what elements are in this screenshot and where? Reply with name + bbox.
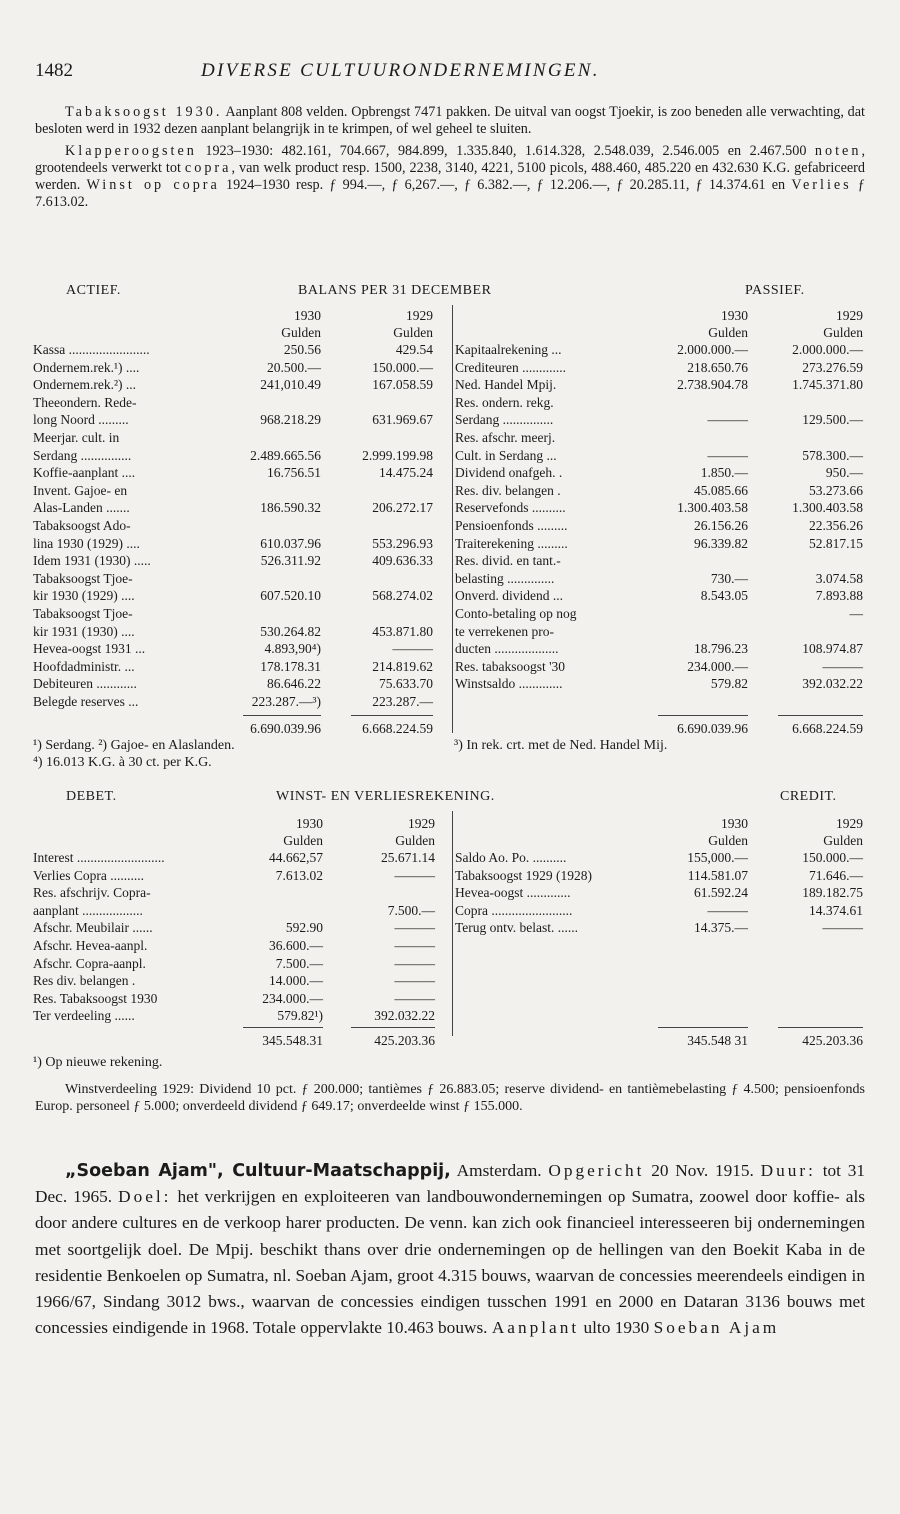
page-number: 1482	[35, 60, 73, 81]
value-1929: 273.276.59	[802, 359, 863, 375]
value-1930: 18.796.23	[694, 641, 748, 657]
value-1930: 7.613.02	[275, 867, 323, 883]
row-label: Res. tabaksoogst '30	[455, 658, 566, 674]
value-1930: 14.375.—	[694, 920, 748, 936]
table-row	[33, 990, 865, 1007]
total-rule	[351, 1027, 435, 1028]
label-verlies: Verlies	[791, 177, 852, 193]
row-label: Afschr. Copra-aanpl.	[33, 955, 146, 971]
year-1929: 1929	[408, 816, 435, 831]
value-1930: 61.592.24	[694, 885, 748, 901]
row-label: Cult. in Serdang ...	[455, 447, 557, 463]
value-1929: 108.974.87	[802, 641, 863, 657]
total-1930: 345.548.31	[262, 1033, 323, 1048]
running-title: DIVERSE CULTUURONDERNEMINGEN.	[201, 60, 600, 81]
row-label: Alas-Landen .......	[33, 500, 130, 516]
table-row	[33, 535, 865, 552]
value-1929: 150.000.—	[802, 850, 863, 865]
balance-note-3: ³) In rek. crt. met de Ned. Handel Mij.	[454, 738, 668, 753]
table-row	[33, 675, 865, 692]
table-row	[33, 341, 865, 358]
row-label: Conto-betaling op nog	[455, 606, 577, 621]
klapper-text-4: 1924–1930 resp. ƒ 994.—, ƒ 6,267.—, ƒ 6.382.—, ƒ 12.206.—, ƒ 20.285.11, ƒ 14.374.61 en	[219, 177, 792, 193]
total-rule	[658, 1027, 748, 1028]
row-label: Tabaksoogst Tjoe-	[33, 570, 133, 586]
table-row	[33, 376, 865, 393]
row-label: lina 1930 (1929) ....	[33, 535, 140, 551]
table-row	[33, 570, 865, 587]
value-1930: 968.218.29	[260, 412, 321, 428]
unit-label: Gulden	[283, 833, 323, 848]
tabaksoogst-paragraph	[35, 104, 865, 138]
value-1929: 25.671.14	[381, 850, 435, 865]
row-label: Crediteuren .............	[455, 359, 566, 375]
balance-note-1: ¹) Serdang. ²) Gajoe- en Alaslanden.	[33, 738, 235, 753]
year-1930: 1930	[294, 308, 321, 323]
actief-caption: ACTIEF.	[66, 283, 121, 298]
table-row	[33, 937, 865, 954]
unit-label: Gulden	[393, 325, 433, 340]
label-soeban-ajam: Soeban Ajam	[653, 1318, 780, 1338]
year-header	[33, 815, 865, 832]
total-row	[33, 1032, 865, 1049]
value-1930: 26.156.26	[694, 518, 748, 533]
value-1930: 234.000.—	[687, 658, 748, 674]
total-1929: 425.203.36	[374, 1033, 435, 1048]
row-label: Res. div. belangen .	[455, 482, 561, 498]
table-row	[33, 640, 865, 657]
row-label: Hevea-oogst 1931 ...	[33, 641, 146, 657]
row-label: Traiterekening .........	[455, 535, 568, 551]
klapper-text-3: , van welk product resp. 1500, 2238, 3140, 4221, 5100 picols, 488.460, 485.220 en 432.630 K.G. gefabriceerd werden.	[35, 160, 865, 193]
row-label: Ned. Handel Mpij.	[455, 377, 557, 393]
aanplant-text: ulto 1930	[579, 1318, 654, 1338]
value-1930: 592.90	[285, 920, 323, 936]
credit-caption: CREDIT.	[780, 789, 837, 804]
total-1930: 6.690.039.96	[677, 721, 748, 736]
row-label: Hoofdadministr. ...	[33, 658, 135, 674]
table-row	[33, 1007, 865, 1024]
profit-note-1: ¹) Op nieuwe rekening.	[33, 1055, 163, 1070]
row-label: Ter verdeeling ......	[33, 1008, 135, 1024]
label-duur: Duur:	[760, 1161, 816, 1180]
value-1929: 214.819.62	[372, 658, 433, 674]
value-1929: ———	[394, 973, 435, 989]
value-1930: 20.500.—	[267, 359, 321, 375]
row-label: Kapitaalrekening ...	[455, 342, 562, 357]
value-1929: 189.182.75	[802, 885, 863, 901]
unit-header	[33, 324, 865, 341]
value-1929: 7.893.88	[815, 588, 863, 604]
value-1929: 1.300.403.58	[792, 500, 863, 516]
total-rule	[778, 715, 863, 716]
value-1930: 186.590.32	[260, 500, 321, 516]
total-rule	[243, 1027, 323, 1028]
balance-note-4: ⁴) 16.013 K.G. à 30 ct. per K.G.	[33, 755, 212, 770]
row-label: kir 1931 (1930) ....	[33, 623, 135, 639]
total-1930: 6.690.039.96	[250, 721, 321, 736]
value-1930: 16.756.51	[267, 465, 321, 481]
total-row	[33, 720, 865, 737]
row-label: Kassa ........................	[33, 342, 150, 357]
table-row	[33, 411, 865, 428]
value-1929: 453.871.80	[372, 623, 433, 639]
row-label: Hevea-oogst .............	[455, 885, 571, 901]
value-1930: 8.543.05	[700, 588, 748, 604]
value-1930: 114.581.07	[687, 867, 748, 883]
value-1930: 610.037.96	[260, 535, 321, 551]
row-label: Ondernem.rek.¹) ....	[33, 359, 140, 375]
table-row	[33, 884, 865, 901]
year-1929: 1929	[836, 308, 863, 323]
row-label: Belegde reserves ...	[33, 694, 139, 709]
table-row	[33, 605, 865, 622]
row-label: Idem 1931 (1930) .....	[33, 553, 151, 569]
value-1929: 2.999.199.98	[362, 447, 433, 463]
row-label: Tabaksoogst Ado-	[33, 518, 131, 533]
label-noten: noten	[814, 143, 862, 159]
label-opgericht: Opgericht	[548, 1161, 645, 1180]
table-row	[33, 955, 865, 972]
row-label: belasting ..............	[455, 570, 555, 586]
unit-label: Gulden	[823, 325, 863, 340]
value-1929: 578.300.—	[802, 447, 863, 463]
value-1930: 607.520.10	[260, 588, 321, 604]
value-1930: 1.300.403.58	[677, 500, 748, 516]
value-1930: 223.287.—³)	[251, 694, 321, 709]
table-row	[33, 658, 865, 675]
unit-label: Gulden	[708, 325, 748, 340]
value-1929: 631.969.67	[372, 412, 433, 428]
row-label: Debiteuren ............	[33, 676, 137, 692]
table-row	[33, 587, 865, 604]
value-1929: 14.374.61	[809, 902, 863, 918]
value-1929: 223.287.—	[372, 694, 433, 709]
value-1930: 234.000.—	[262, 990, 323, 1006]
row-label: Tabaksoogst Tjoe-	[33, 606, 133, 621]
value-1930: 241,010.49	[260, 377, 321, 393]
value-1930: 7.500.—	[275, 955, 323, 971]
table-row	[33, 919, 865, 936]
value-1929: 75.633.70	[379, 676, 433, 692]
value-1929: 129.500.—	[802, 412, 863, 428]
value-1930: 155,000.—	[687, 850, 748, 865]
row-label: Saldo Ao. Po. ..........	[455, 850, 567, 865]
winstverdeeling-text: Winstverdeeling 1929: Dividend 10 pct. ƒ 200.000; tantièmes ƒ 26.883.05; reserve dividend- en tantièmebelasting ƒ 4.500; pensioenfonds Europ. personeel ƒ 5.000; onverdeeld dividend ƒ 649.17; onverdeelde winst ƒ 155.000.	[35, 1082, 865, 1114]
row-label: Invent. Gajoe- en	[33, 482, 128, 498]
row-label: Verlies Copra ..........	[33, 867, 144, 883]
value-1929: —	[849, 606, 863, 621]
table-row	[33, 394, 865, 411]
value-1929: 22.356.26	[809, 518, 863, 533]
balance-sheet	[33, 283, 865, 753]
total-1930: 345.548 31	[687, 1033, 748, 1048]
value-1929: 392.032.22	[802, 676, 863, 692]
label-klapperoogsten: Klapperoogsten	[65, 143, 197, 159]
row-label: Res. divid. en tant.-	[455, 553, 561, 569]
value-1930: ———	[707, 902, 748, 918]
profit-loss-account	[33, 789, 865, 1059]
winstverdeeling	[35, 1082, 865, 1115]
value-1929: ———	[822, 920, 863, 936]
row-label: Winstsaldo .............	[455, 676, 563, 692]
value-1930: 218.650.76	[687, 359, 748, 375]
label-aanplant: Aanplant	[491, 1318, 580, 1338]
value-1929: 52.817.15	[809, 535, 863, 551]
row-label: Pensioenfonds .........	[455, 518, 568, 533]
total-rule	[778, 1027, 863, 1028]
unit-label: Gulden	[395, 833, 435, 848]
value-1930: 579.82	[710, 676, 748, 692]
unit-label: Gulden	[708, 833, 748, 848]
row-label: Tabaksoogst 1929 (1928)	[455, 867, 593, 883]
row-label: ducten ...................	[455, 641, 559, 657]
row-label: Res. Tabaksoogst 1930	[33, 990, 158, 1006]
row-label: aanplant ..................	[33, 902, 143, 918]
passief-caption: PASSIEF.	[745, 283, 805, 298]
value-1930: 250.56	[283, 342, 321, 357]
value-1930: 1.850.—	[700, 465, 748, 481]
value-1929: 429.54	[395, 342, 433, 357]
row-label: te verrekenen pro-	[455, 623, 554, 639]
value-1929: ———	[394, 920, 435, 936]
row-label: Meerjar. cult. in	[33, 430, 120, 445]
opgericht-value: 20 Nov. 1915.	[644, 1161, 761, 1180]
value-1929: ———	[394, 938, 435, 953]
value-1929: 150.000.—	[372, 359, 433, 375]
value-1929: 1.745.371.80	[792, 377, 863, 393]
row-label: Res. ondern. rekg.	[455, 394, 554, 410]
table-row	[33, 552, 865, 569]
value-1929: 53.273.66	[809, 482, 863, 498]
value-1929: ———	[394, 990, 435, 1006]
row-label: Afschr. Meubilair ......	[33, 920, 153, 936]
value-1930: ———	[707, 412, 748, 428]
value-1929: 167.058.59	[372, 377, 433, 393]
row-label: Ondernem.rek.²) ...	[33, 377, 137, 393]
profit-loss-title: WINST- EN VERLIESREKENING.	[276, 789, 495, 804]
value-1929: ———	[822, 658, 863, 674]
value-1929: 553.296.93	[372, 535, 433, 551]
row-label: long Noord .........	[33, 412, 129, 428]
table-row	[33, 499, 865, 516]
row-label: Afschr. Hevea-aanpl.	[33, 938, 148, 953]
value-1929: ———	[394, 955, 435, 971]
table-row	[33, 693, 865, 710]
total-rule	[243, 715, 321, 716]
label-copra: copra	[184, 160, 232, 176]
value-1930: 96.339.82	[694, 535, 748, 551]
year-header	[33, 307, 865, 324]
unit-label: Gulden	[823, 833, 863, 848]
row-label: Theeondern. Rede-	[33, 394, 137, 410]
value-1929: 7.500.—	[387, 902, 435, 918]
value-1930: 45.085.66	[694, 482, 748, 498]
table-row	[33, 429, 865, 446]
row-label: Copra ........................	[455, 902, 573, 918]
total-1929: 6.668.224.59	[362, 721, 433, 736]
row-label: Reservefonds ..........	[455, 500, 566, 516]
unit-header	[33, 832, 865, 849]
page-header	[35, 60, 865, 88]
value-1929: ———	[394, 867, 435, 883]
value-1929: 71.646.—	[809, 867, 863, 883]
value-1929: 206.272.17	[372, 500, 433, 516]
value-1929: ———	[392, 641, 433, 657]
value-1930: 579.82¹)	[277, 1008, 323, 1024]
intro-text	[35, 104, 865, 211]
value-1930: 2.738.904.78	[677, 377, 748, 393]
value-1929: 392.032.22	[374, 1008, 435, 1024]
row-label: Res div. belangen .	[33, 973, 136, 989]
value-1930: 2.000.000.—	[677, 342, 748, 357]
value-1930: 178.178.31	[260, 658, 321, 674]
value-1930: 730.—	[710, 570, 748, 586]
row-label: kir 1930 (1929) ....	[33, 588, 135, 604]
tabaksoogst-text: Aanplant 808 velden. Opbrengst 7471 pakken. De uitval van oogst Tjoekir, is zoo beneden alle verwachting, dat besloten werd in 1932 dezen aanplant belangrijk in te krimpen, of wel geheel te sluiten.	[35, 104, 865, 137]
value-1930: 530.264.82	[260, 623, 321, 639]
value-1929: 2.000.000.—	[792, 342, 863, 357]
table-row	[33, 359, 865, 376]
total-rule	[658, 715, 748, 716]
table-row	[33, 867, 865, 884]
row-label: Serdang ...............	[455, 412, 554, 428]
balance-title: BALANS PER 31 DECEMBER	[298, 283, 492, 298]
table-row	[33, 482, 865, 499]
label-doel: Doel:	[118, 1187, 172, 1207]
company-name: „Soeban Ajam", Cultuur-Maatschappij,	[65, 1161, 451, 1181]
table-row	[33, 517, 865, 534]
row-label: Res. afschrijv. Copra-	[33, 885, 151, 901]
value-1930: 86.646.22	[267, 676, 321, 692]
value-1929: 568.274.02	[372, 588, 433, 604]
table-row	[33, 849, 865, 866]
label-tabaksoogst: Tabaksoogst 1930.	[65, 104, 223, 120]
total-1929: 425.203.36	[802, 1033, 863, 1048]
klapper-text-5: ƒ 7.613.02.	[35, 177, 865, 210]
value-1930: 44.662,57	[269, 850, 323, 865]
value-1929: 14.475.24	[379, 465, 433, 481]
table-row	[33, 623, 865, 640]
value-1930: 14.000.—	[269, 973, 323, 989]
doel-text: het verkrijgen en exploiteeren van landbouwondernemingen op Sumatra, zoowel door koffie- als door andere cultures en de verkoop harer producten. De venn. kan zich ook financieel interesseeren bij ondernemingen met soortgelijk doel. De Mpij. beschikt thans over drie ondernemingen op de hellingen van den Boekit Kaba in de residentie Benkoelen op Sumatra, nl. Soeban Ajam, groot 4.315 bouws, waarvan de concessies meerendeels eindigen in 1966/67, Sindang 3012 bws., waarvan de concessies eindigen tusschen 1991 en 2000 en Dataran 3136 bouws met concessies eindigende in 1968. Totale oppervlakte 10.463 bouws.	[35, 1187, 865, 1338]
row-label: Serdang ...............	[33, 447, 132, 463]
value-1930: 4.893,90⁴)	[264, 641, 321, 657]
year-1929: 1929	[406, 308, 433, 323]
value-1930: 36.600.—	[269, 938, 323, 953]
klapper-paragraph	[35, 143, 865, 211]
table-row	[33, 902, 865, 919]
year-1930: 1930	[721, 308, 748, 323]
table-row	[33, 447, 865, 464]
value-1929: 3.074.58	[815, 570, 863, 586]
year-1929: 1929	[836, 816, 863, 831]
year-1930: 1930	[296, 816, 323, 831]
row-label: Onverd. dividend ...	[455, 588, 563, 604]
company-entry	[35, 1158, 865, 1341]
duur-value: tot 31 Dec. 1965.	[35, 1161, 865, 1207]
value-1930: ———	[707, 447, 748, 463]
value-1930: 2.489.665.56	[250, 447, 321, 463]
company-city: Amsterdam.	[450, 1161, 549, 1180]
table-row	[33, 972, 865, 989]
total-1929: 6.668.224.59	[792, 721, 863, 736]
company-paragraph	[35, 1158, 865, 1341]
value-1929: 950.—	[825, 465, 863, 481]
row-label: Koffie-aanplant ....	[33, 465, 136, 481]
klapper-text-1: 1923–1930: 482.161, 704.667, 984.899, 1.335.840, 1.614.328, 2.548.039, 2.546.005 en 2.467.500	[196, 143, 815, 159]
year-1930: 1930	[721, 816, 748, 831]
value-1929: 409.636.33	[372, 553, 433, 569]
row-label: Res. afschr. meerj.	[455, 430, 556, 445]
row-label: Terug ontv. belast. ......	[455, 920, 579, 936]
debet-caption: DEBET.	[66, 789, 117, 804]
unit-label: Gulden	[281, 325, 321, 340]
row-label: Dividend onafgeh. .	[455, 465, 563, 481]
row-label: Interest ..........................	[33, 850, 165, 865]
table-row	[33, 464, 865, 481]
label-winst-op-copra: Winst op copra	[86, 177, 220, 193]
klapper-text-2: , grootendeels verwerkt tot	[35, 143, 865, 176]
value-1930: 526.311.92	[260, 553, 321, 569]
total-rule	[351, 715, 433, 716]
